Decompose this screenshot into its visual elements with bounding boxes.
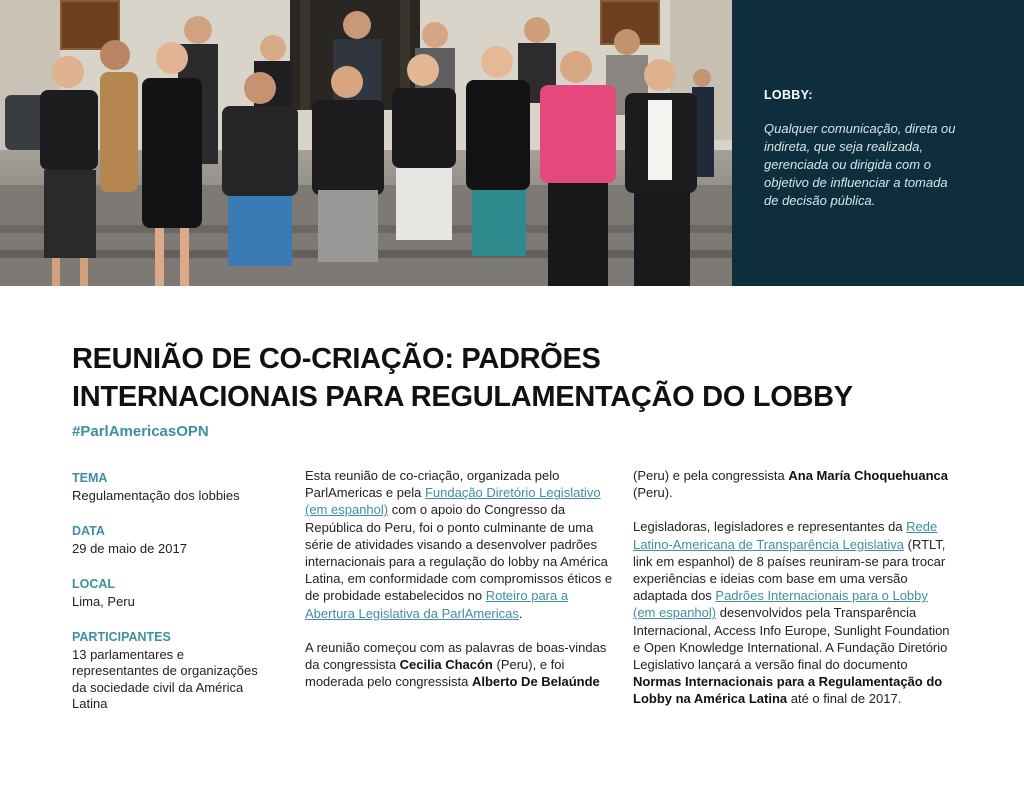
meta-data-value: 29 de maio de 2017: [72, 540, 187, 556]
p3-text-d: até o final de 2017.: [787, 691, 902, 707]
meta-local-label: LOCAL: [72, 577, 116, 591]
p2-text-a: A reunião começou com as palavras de boas-vindas da congressista: [305, 639, 607, 673]
body-column-2: [633, 467, 951, 725]
p1-text-a: Esta reunião de co-criação, organizada pelo ParlAmericas e pela: [305, 468, 560, 501]
p3-text-c: desenvolvidos pela Transparência Internacional, Access Info Europe, Sunlight Foundation e Open Knowledge International. A Fundação Diretório Legislativo lançará a versão final do documento: [633, 605, 950, 673]
link-rede-transparencia-legislativa[interactable]: Rede Latino-Americana de Transparência Legislativa: [633, 519, 938, 552]
group-photo: [0, 0, 732, 286]
link-fundacao-diretorio-legislativo[interactable]: Fundação Diretório Legislativo (em espanhol): [305, 485, 601, 518]
body-paragraph-3: [633, 518, 951, 707]
body-paragraph-2-continued: [633, 467, 951, 501]
lobby-definition-box: [732, 0, 1024, 286]
page-title-line-1: REUNIÃO DE CO-CRIAÇÃO: PADRÕES: [72, 343, 601, 375]
page-title-line-2: INTERNACIONAIS PARA REGULAMENTAÇÃO DO LOBBY: [72, 381, 853, 413]
page-title: [72, 340, 952, 416]
meta-data-label: DATA: [72, 524, 105, 538]
meta-tema: [72, 470, 272, 504]
p1-text-c: .: [518, 605, 523, 621]
p3-text-a: Legisladoras, legisladores e representantes da: [633, 519, 907, 535]
p2-text-b: (Peru), e foi moderada pelo congressista: [305, 657, 565, 690]
meta-participantes-value: 13 parlamentares e representantes de organizações da sociedade civil da América Latina: [72, 646, 258, 711]
name-ana-maria-choquehuanca: Ana María Choquehuanca: [788, 468, 948, 483]
meta-tema-label: TEMA: [72, 471, 108, 485]
p2-text-c: (Peru) e pela congressista: [633, 468, 789, 483]
p2-text-d: (Peru).: [633, 485, 673, 501]
meta-local: [72, 576, 272, 610]
body-paragraph-2: [305, 639, 617, 691]
lobby-definition-text: Qualquer comunicação, direta ou indireta, que seja realizada, gerenciada ou dirigida com o objetivo de influenciar a tomada de decisão pública.: [764, 121, 956, 208]
lobby-definition-title: LOBBY:: [764, 88, 813, 102]
meta-participantes: [72, 629, 272, 713]
p3-text-b: (RTLT, link em espanhol) de 8 países reuniram-se para trocar experiências e ideias com base em uma versão adaptada dos: [633, 536, 946, 604]
document-title-normas: Normas Internacionais para a Regulamentação do Lobby na América Latina: [633, 674, 943, 707]
meta-tema-value: Regulamentação dos lobbies: [72, 487, 240, 503]
link-padroes-internacionais-lobby[interactable]: Padrões Internacionais para o Lobby (em espanhol): [633, 588, 928, 621]
link-roteiro-abertura-legislativa[interactable]: Roteiro para a Abertura Legislativa da ParlAmericas: [305, 588, 569, 621]
name-cecilia-chacon: Cecilia Chacón: [399, 657, 493, 673]
body-paragraph-1: [305, 467, 617, 622]
hashtag: #ParlAmericasOPN: [72, 423, 209, 440]
body-column-1: [305, 467, 617, 707]
group-photo-illustration: [0, 0, 732, 286]
p1-text-b: com o apoio do Congresso da República do Peru, foi o ponto culminante de uma série de atividades visando a desenvolver padrões internacionais para a regulação do lobby na América Latina, em conformidade com compromissos éticos e de probidade estabelecidos no: [305, 502, 613, 604]
meta-data: [72, 523, 272, 557]
meta-column: [72, 470, 272, 732]
meta-participantes-label: PARTICIPANTES: [72, 630, 171, 644]
meta-local-value: Lima, Peru: [72, 593, 135, 609]
name-alberto-de-belaunde: Alberto De Belaúnde: [471, 674, 600, 690]
